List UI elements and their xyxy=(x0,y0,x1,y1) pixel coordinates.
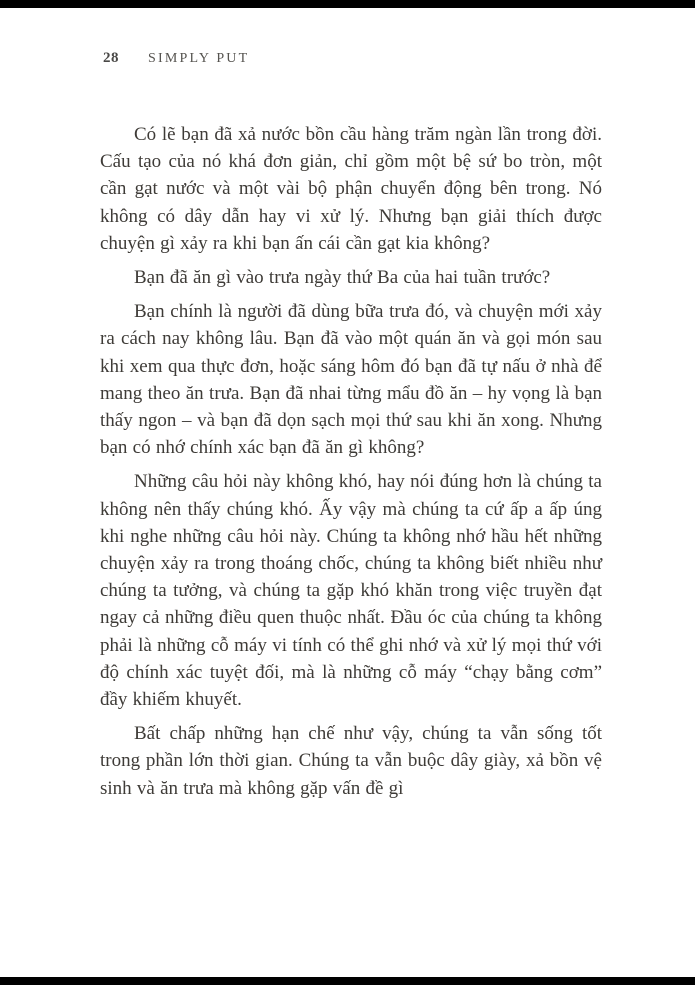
paragraph: Bạn chính là người đã dùng bữa trưa đó, và chuyện mới xảy ra cách nay không lâu. Bạn đã vào một quán ăn và gọi món sau khi xem qua thực đơn, hoặc sáng hôm đó bạn đã tự nấu ở nhà để mang theo ăn trưa. Bạn đã nhai từng mẩu đồ ăn – hy vọng là bạn thấy ngon – và bạn đã dọn sạch mọi thứ sau khi ăn xong. Nhưng bạn có nhớ chính xác bạn đã ăn gì không? xyxy=(100,301,602,459)
bottom-edge-bar xyxy=(0,977,695,985)
paragraph: Bạn đã ăn gì vào trưa ngày thứ Ba của hai tuần trước? xyxy=(134,267,551,289)
body-text-block xyxy=(100,121,602,809)
running-title: SIMPLY PUT xyxy=(148,51,250,66)
paragraph: Bất chấp những hạn chế như vậy, chúng ta vẫn sống tốt trong phần lớn thời gian. Chúng ta vẫn buộc dây giày, xả bồn vệ sinh và ăn trưa mà không gặp vấn đề gì xyxy=(100,723,602,799)
paragraph: Có lẽ bạn đã xả nước bồn cầu hàng trăm ngàn lần trong đời. Cấu tạo của nó khá đơn giản, chỉ gồm một bệ sứ bo tròn, một cần gạt nước và một vài bộ phận chuyển động bên trong. Nó không có dây dẫn hay vi xử lý. Nhưng bạn giải thích được chuyện gì xảy ra khi bạn ấn cái cần gạt kia không? xyxy=(100,124,602,254)
top-edge-bar xyxy=(0,0,695,8)
paragraph: Những câu hỏi này không khó, hay nói đúng hơn là chúng ta không nên thấy chúng khó. Ấy vậy mà chúng ta cứ ấp a ấp úng khi nghe những câu hỏi này. Chúng ta không nhớ hầu hết những chuyện xảy ra trong thoáng chốc, chúng ta không biết nhiều như chúng ta tưởng, và chúng ta gặp khó khăn trong việc truyền đạt ngay cả những điều quen thuộc nhất. Đầu óc của chúng ta không phải là những cỗ máy vi tính có thể ghi nhớ và xử lý mọi thứ với độ chính xác tuyệt đối, mà là những cỗ máy “chạy bằng cơm” đầy khiếm khuyết. xyxy=(100,471,602,711)
running-header xyxy=(103,50,249,67)
page-number: 28 xyxy=(103,50,119,66)
